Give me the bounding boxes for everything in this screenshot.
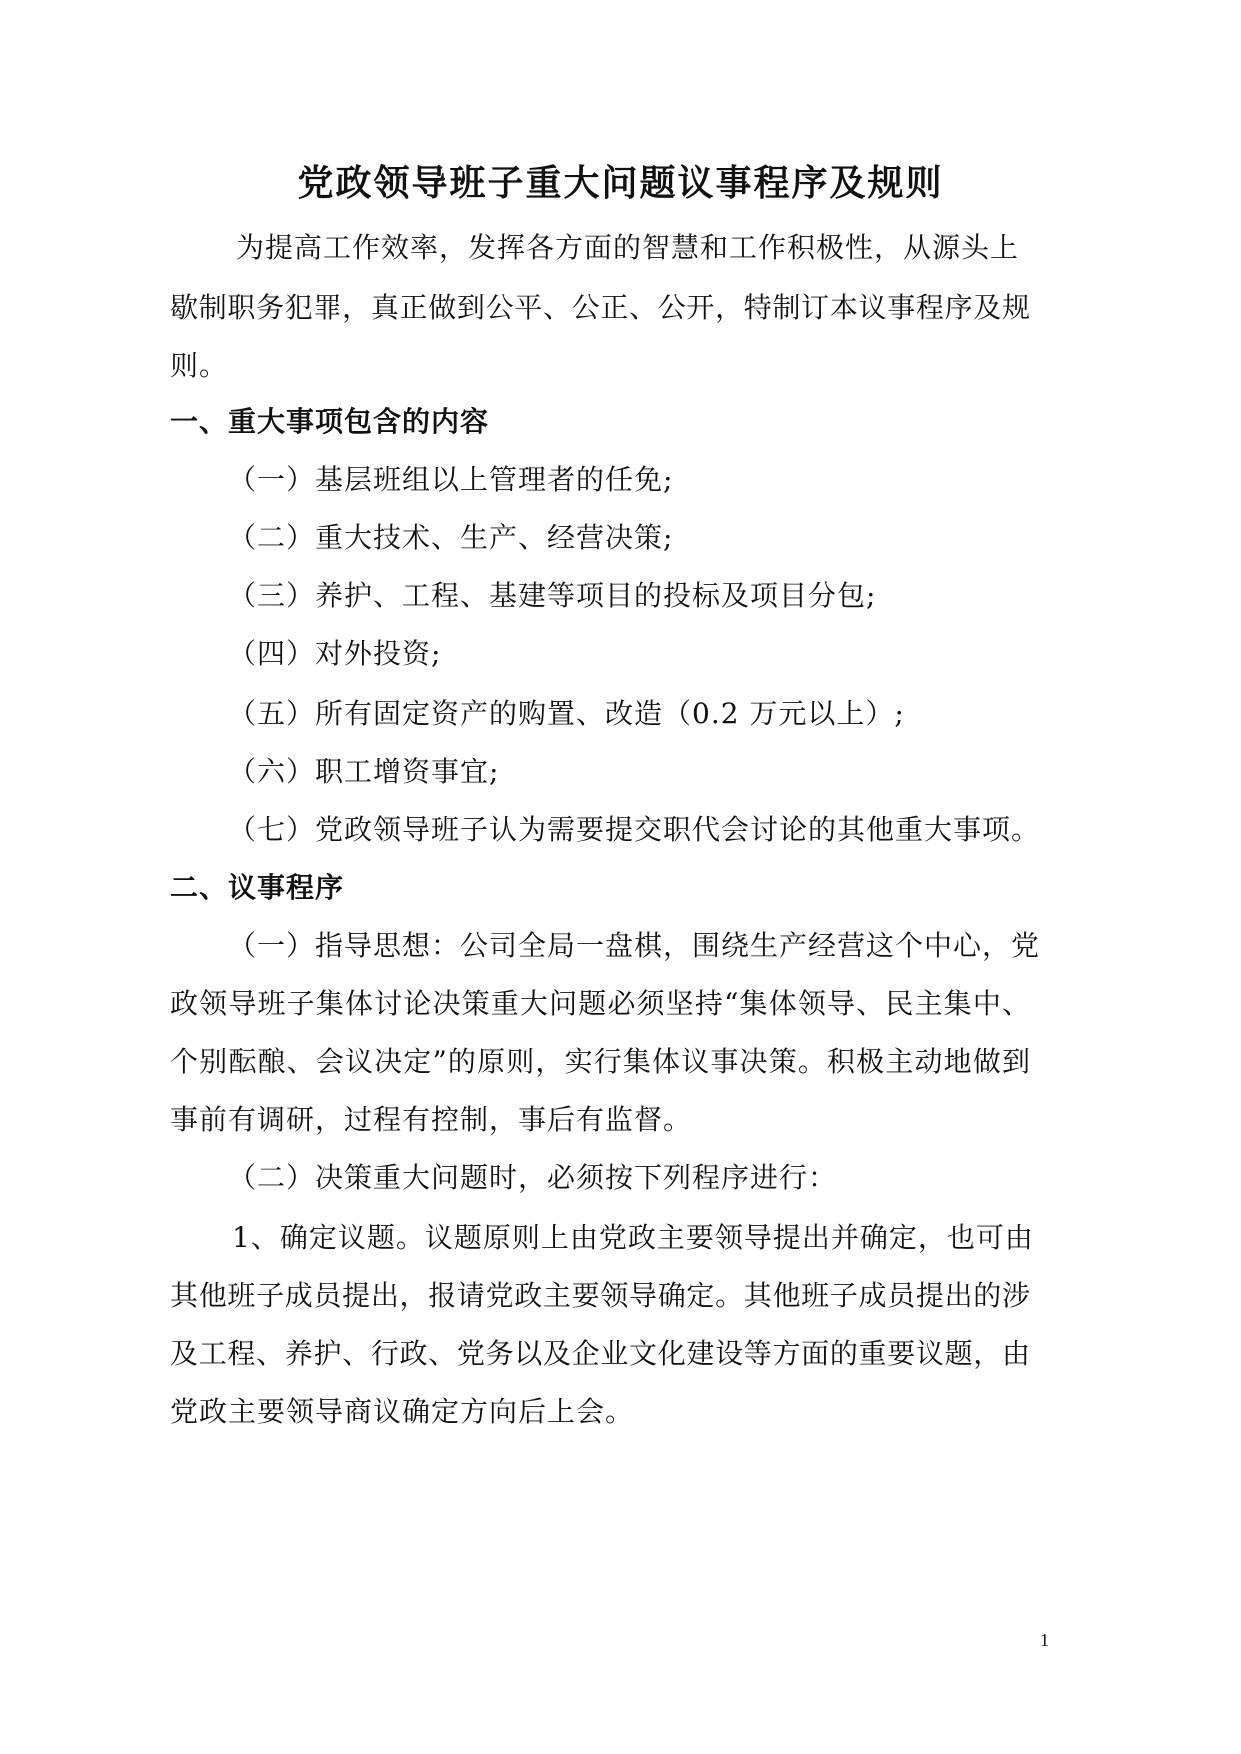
section-1-item-4: （四）对外投资; bbox=[228, 637, 442, 670]
section-2-para-3-line-3: 及工程、养护、行政、党务以及企业文化建设等方面的重要议题，由 bbox=[170, 1337, 1030, 1370]
section-2-para-1-line-2: 政领导班子集体讨论决策重大问题必须坚持“集体领导、民主集中、 bbox=[170, 987, 1030, 1020]
document-title: 党政领导班子重大问题议事程序及规则 bbox=[297, 163, 944, 204]
section-2-para-3-line-4: 党政主要领导商议确定方向后上会。 bbox=[170, 1395, 635, 1428]
section-2-para-3-line-1: 1、确定议题。议题原则上由党政主要领导提出并确定，也可由 bbox=[232, 1221, 1034, 1254]
section-2-para-2: （二）决策重大问题时，必须按下列程序进行： bbox=[228, 1161, 838, 1194]
section-2-para-3-line-2: 其他班子成员提出，报请党政主要领导确定。其他班子成员提出的涉 bbox=[170, 1279, 1030, 1312]
section-1-item-6: （六）职工增资事宜; bbox=[228, 755, 500, 788]
section-1-item-5: （五）所有固定资产的购置、改造（0.2 万元以上）; bbox=[228, 697, 905, 730]
intro-line-1: 为提高工作效率，发挥各方面的智慧和工作积极性，从源头上 bbox=[236, 231, 1020, 264]
section-1-item-3: （三）养护、工程、基建等项目的投标及项目分包; bbox=[228, 579, 877, 612]
section-2-para-1-line-1: （一）指导思想：公司全局一盘棋，围绕生产经营这个中心，党 bbox=[228, 929, 1041, 962]
section-1-item-7: （七）党政领导班子认为需要提交职代会讨论的其他重大事项。 bbox=[228, 813, 1041, 846]
section-2-heading: 二、议事程序 bbox=[170, 871, 345, 904]
section-1-item-2: （二）重大技术、生产、经营决策; bbox=[228, 521, 674, 554]
section-1-heading: 一、重大事项包含的内容 bbox=[170, 405, 490, 438]
section-1-item-1: （一）基层班组以上管理者的任免; bbox=[228, 463, 674, 496]
intro-line-2: 歇制职务犯罪，真正做到公平、公正、公开，特制订本议事程序及规 bbox=[170, 291, 1030, 324]
page-number: 1 bbox=[1040, 1630, 1049, 1650]
section-2-para-1-line-4: 事前有调研，过程有控制，事后有监督。 bbox=[170, 1103, 693, 1136]
intro-line-3: 则。 bbox=[170, 349, 229, 382]
section-2-para-1-line-3: 个别酝酿、会议决定”的原则，实行集体议事决策。积极主动地做到 bbox=[170, 1045, 1030, 1078]
